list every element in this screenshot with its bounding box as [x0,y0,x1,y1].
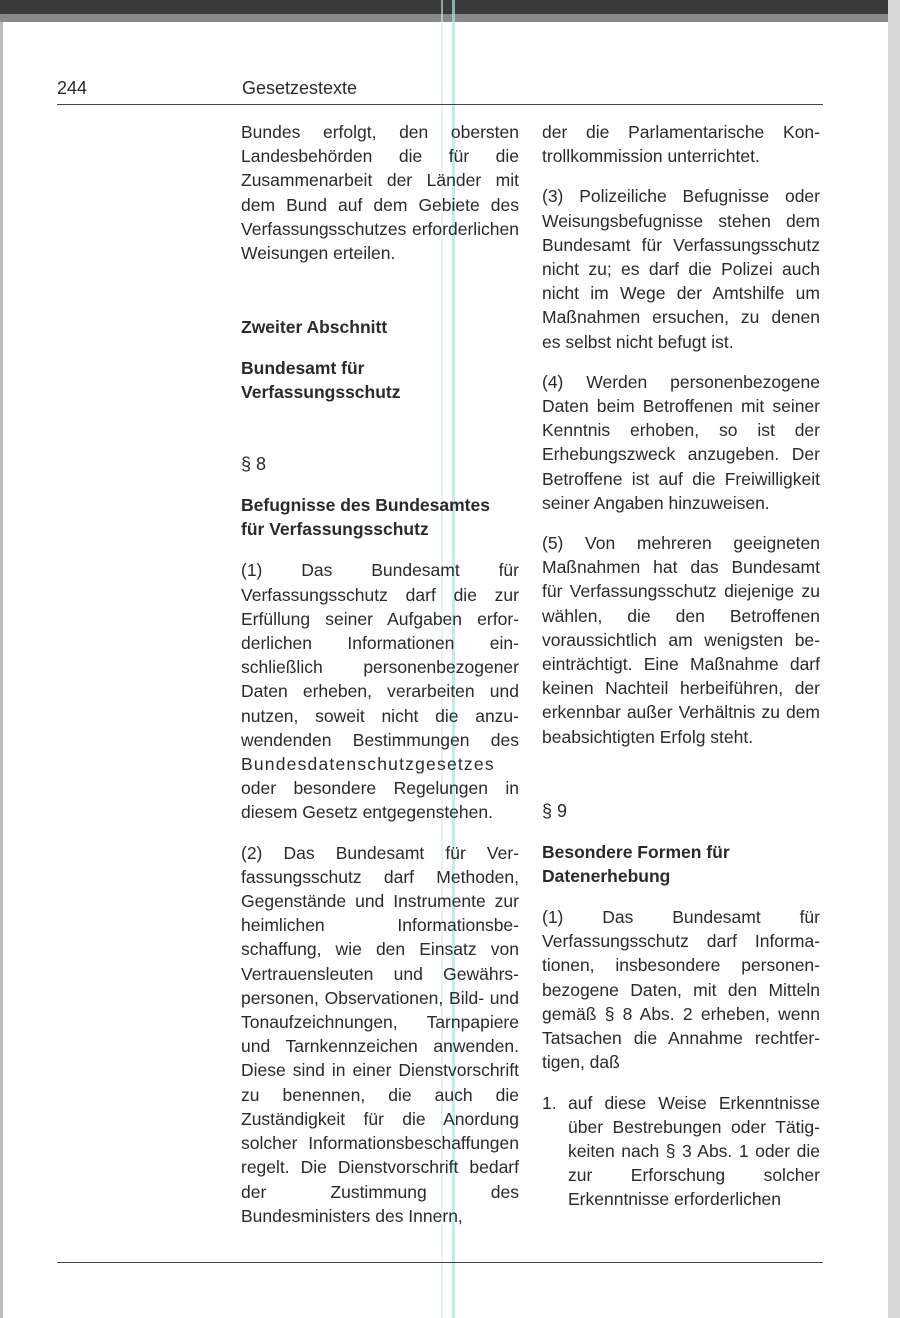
paragraph-continuation-right: der die Parlamentarische Kontrollkommission unterrichtet. [542,122,820,167]
right-column [542,120,820,1212]
section-8-title-line-1: Befugnisse des Bundesamtes [241,495,490,516]
list-item-number: 1. [542,1092,557,1113]
page-header [57,78,823,105]
scan-edge-right [888,0,900,1318]
abschnitt-heading: Zweiter Abschnitt [241,317,388,338]
section-9-title-line-1: Besondere Formen für [542,842,730,863]
paragraph-8-1-end: oder besondere Regelungen in diesem Gesetz entgegenstehen. [241,778,519,823]
paragraph-8-2: (2) Das Bundesamt für Verfassungsschutz darf Methoden, Gegenstände und Instrumente zur heimlichen Informationsbeschaffung, wie den Einsatz von Vertrauensleuten und Gewährspersonen, Observationen, Bild- und Tonaufzeichnungen, Tarnpapiere und Tarnkennzeichen anwenden. Diese sind in einer Dienstvorschrift zu benennen, die auch die Zuständigkeit für die Anordung solcher Informationsbeschaffungen regelt. Die Dienstvorschrift bedarf der Zustimmung des Bundesministers des Innern, [241,842,519,1226]
paragraph-continuation: Bundes erfolgt, den obersten Landesbehörden die für die Zusammenarbeit der Länder mit dem Bund auf dem Gebiete des Verfassungsschutzes erforderlichen Weisungen erteilen. [241,122,519,264]
paragraph-8-5: (5) Von mehreren geeigneten Maßnahmen hat das Bundesamt für Verfassungsschutz diejenige zu wählen, die den Betroffenen voraussichtlich am wenigsten beeinträchtigt. Eine Maßnahme darf keinen Nachteil herbeiführen, der erkennbar außer Verhältnis zu dem beabsichtigten Erfolg steht. [542,533,820,747]
paragraph-9-1: (1) Das Bundesamt für Verfassungsschutz darf Informationen, insbesondere personenbezogene Daten, mit den Mitteln gemäß § 8 Abs. 2 erheben, wenn Tatsachen die Annahme rechtfertigen, daß [542,907,820,1073]
paragraph-8-1-law-name: Bundesdatenschutzgesetzes [241,754,495,775]
section-sign-9: § 9 [542,800,568,821]
section-9-title-line-2: Datenerhebung [542,866,671,887]
section-8-title-line-2: für Verfassungsschutz [241,519,429,540]
scan-edge-top [0,0,900,22]
page-number: 244 [57,78,88,98]
left-column [241,120,519,1228]
scan-edge-top-inner [0,14,900,22]
section-sign-8: § 8 [241,454,267,475]
paragraph-8-4: (4) Werden personenbezogene Daten beim Betroffenen mit seiner Kenntnis erhoben, so ist der Erhebungszweck anzugeben. Der Betroffene ist auf die Freiwilligkeit seiner Angaben hinzuweisen. [542,371,820,513]
running-title: Gesetzestexte [242,78,358,98]
paragraph-8-1-text: (1) Das Bundesamt für Verfassungsschutz darf die zur Erfüllung seiner Aufgaben erforderlichen Informationen einschließlich personenbezogener Daten erheben, verarbeiten und nutzen, soweit nicht die anzuwendenden Bestimmungen des [241,560,519,750]
paragraph-8-1 [241,558,519,824]
abschnitt-title-line-1: Bundesamt für [241,358,365,379]
list-item-text: auf diese Weise Erkenntnisse über Bestrebungen oder Tätigkeiten nach § 3 Abs. 1 oder die zur Erforschung solcher Erkenntnisse erforderlichen [568,1092,820,1210]
footer-rule [57,1262,823,1263]
abschnitt-title-line-2: Verfassungsschutz [241,382,401,403]
scan-edge-left [0,22,3,1318]
paragraph-8-3: (3) Polizeiliche Befugnisse oder Weisungsbefugnisse stehen dem Bundesamt für Verfassungsschutz nicht zu; es darf die Polizei auch nicht im Wege der Amtshilfe um Maßnahmen ersuchen, zu denen es selbst nicht befugt ist. [542,186,820,352]
list-item [542,1091,820,1212]
